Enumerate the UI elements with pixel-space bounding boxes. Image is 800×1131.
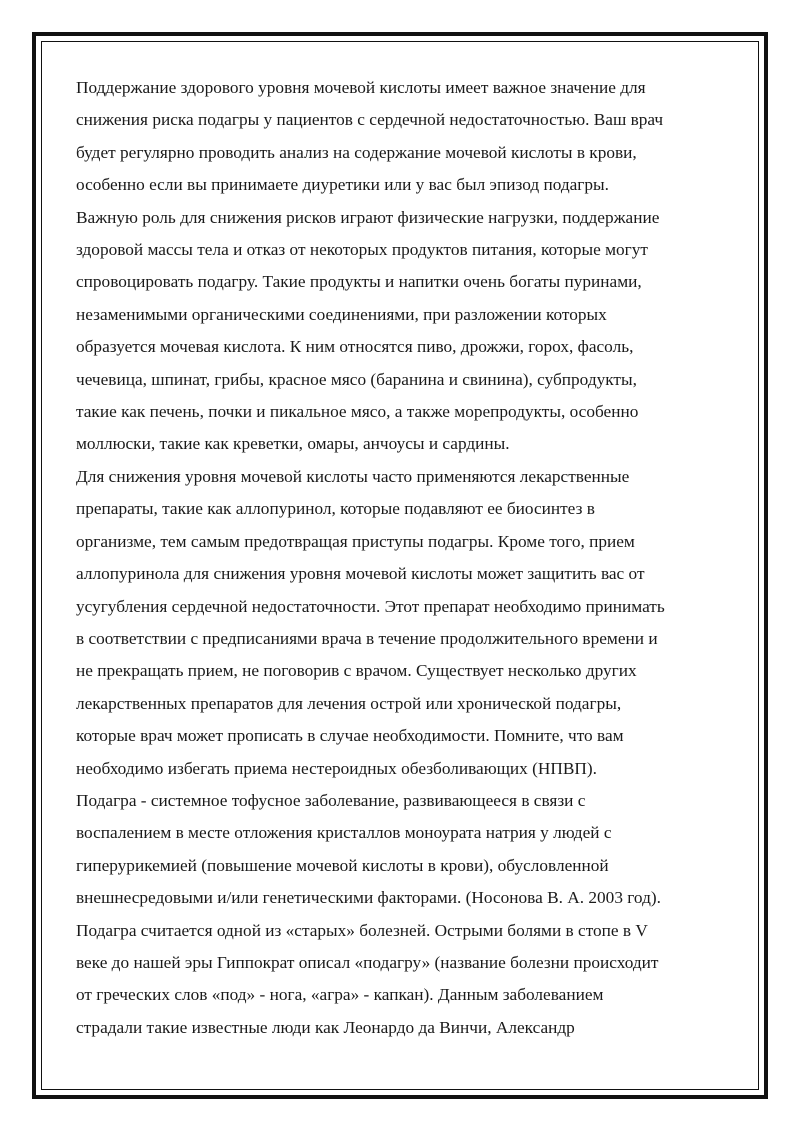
text-line: страдали такие известные люди как Леонардо да Винчи, Александр: [76, 1017, 575, 1037]
text-line: здоровой массы тела и отказ от некоторых продуктов питания, которые могут: [76, 240, 648, 260]
text-line: в соответствии с предписаниями врача в течение продолжительного времени и: [76, 628, 658, 648]
text-line: моллюски, такие как креветки, омары, анчоусы и сардины.: [76, 434, 510, 454]
text-line: лекарственных препаратов для лечения острой или хронической подагры,: [76, 693, 622, 713]
text-line: усугубления сердечной недостаточности. Этот препарат необходимо принимать: [76, 596, 665, 616]
text-line: снижения риска подагры у пациентов с сердечной недостаточностью. Ваш врач: [76, 110, 664, 130]
text-line: такие как печень, почки и пикальное мясо, а также морепродукты, особенно: [76, 402, 639, 422]
text-line: гиперурикемией (повышение мочевой кислоты в крови), обусловленной: [76, 855, 609, 875]
document-body: [76, 72, 736, 1044]
text-line: Поддержание здорового уровня мочевой кислоты имеет важное значение для: [76, 78, 646, 97]
text-line: препараты, такие как аллопуринол, которые подавляют ее биосинтез в: [76, 499, 595, 519]
text-line: Подагра - системное тофусное заболевание, развивающееся в связи с: [76, 790, 586, 810]
text-line: незаменимыми органическими соединениями, при разложении которых: [76, 304, 607, 324]
text-line: которые врач может прописать в случае необходимости. Помните, что вам: [76, 726, 624, 746]
text-line: Для снижения уровня мочевой кислоты часто применяются лекарственные: [76, 466, 630, 486]
text-line: организме, тем самым предотвращая приступы подагры. Кроме того, прием: [76, 531, 635, 551]
text-line: веке до нашей эры Гиппократ описал «подагру» (название болезни происходит: [76, 952, 659, 972]
text-line: внешнесредовыми и/или генетическими факторами. (Носонова В. А. 2003 год).: [76, 888, 661, 908]
text-line: от греческих слов «под» - нога, «агра» - капкан). Данным заболеванием: [76, 985, 604, 1005]
text-line: будет регулярно проводить анализ на содержание мочевой кислоты в крови,: [76, 142, 637, 162]
text-line: образуется мочевая кислота. К ним относятся пиво, дрожжи, горох, фасоль,: [76, 337, 634, 357]
text-line: не прекращать прием, не поговорив с врачом. Существует несколько других: [76, 661, 637, 681]
text-line: Подагра считается одной из «старых» болезней. Острыми болями в стопе в V: [76, 920, 648, 940]
text-line: необходимо избегать приема нестероидных обезболивающих (НПВП).: [76, 758, 597, 778]
text-line: Важную роль для снижения рисков играют физические нагрузки, поддержание: [76, 207, 660, 227]
text-line: чечевица, шпинат, грибы, красное мясо (баранина и свинина), субпродукты,: [76, 369, 637, 389]
text-line: особенно если вы принимаете диуретики или у вас был эпизод подагры.: [76, 175, 609, 195]
text-line: воспалением в месте отложения кристаллов моноурата натрия у людей с: [76, 823, 612, 843]
text-line: аллопуринола для снижения уровня мочевой кислоты может защитить вас от: [76, 564, 645, 584]
text-line: спровоцировать подагру. Такие продукты и напитки очень богаты пуринами,: [76, 272, 642, 292]
